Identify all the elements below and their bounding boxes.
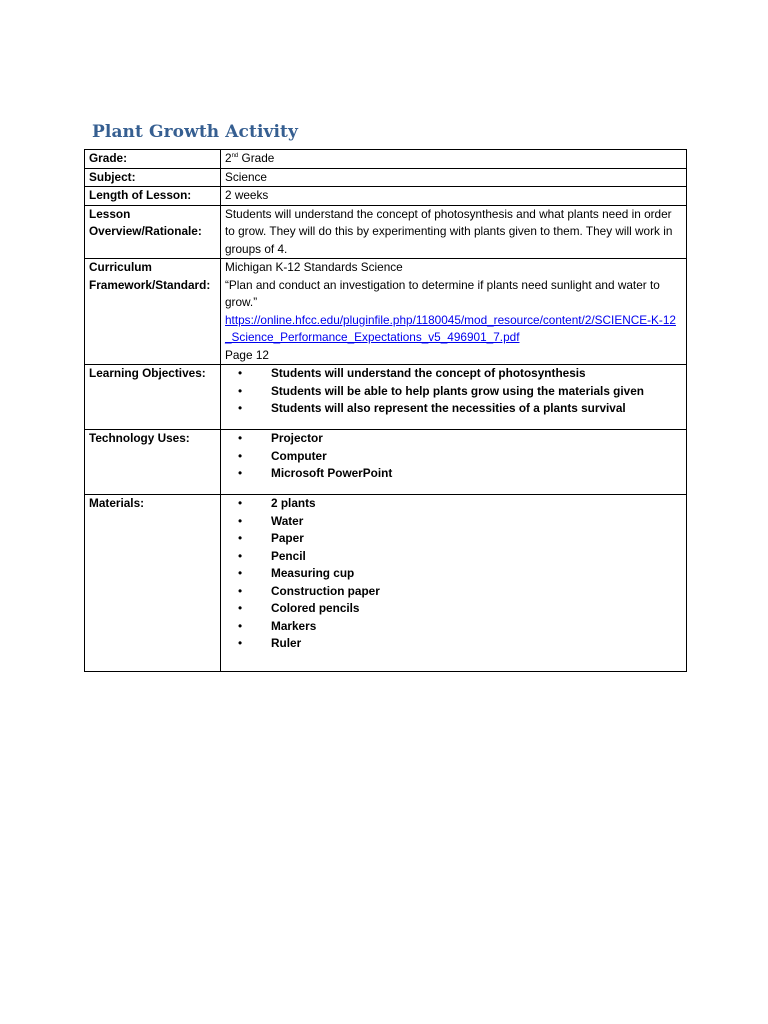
length-label: Length of Lesson: <box>85 187 221 206</box>
list-item: • Colored pencils <box>225 600 682 618</box>
overview-label: Lesson Overview/Rationale: <box>85 205 221 259</box>
table-row-curriculum <box>85 259 687 365</box>
table-row-grade <box>85 150 687 169</box>
list-item: • Construction paper <box>225 583 682 601</box>
list-item: • Computer <box>225 448 682 466</box>
curriculum-standard-quote: “Plan and conduct an investigation to determine if plants need sunlight and water to grow.” <box>225 277 660 309</box>
list-item: • Projector <box>225 430 682 448</box>
table-row-subject <box>85 168 687 187</box>
list-item: • Paper <box>225 530 682 548</box>
subject-label: Subject: <box>85 168 221 187</box>
list-item: • Measuring cup <box>225 565 682 583</box>
list-item: • Students will understand the concept of photosynthesis <box>225 365 682 383</box>
grade-word: Grade <box>238 151 275 165</box>
technology-value <box>221 430 687 495</box>
grade-suffix: nd <box>231 153 239 160</box>
list-item: • Pencil <box>225 548 682 566</box>
technology-label: Technology Uses: <box>85 430 221 495</box>
table-row-overview <box>85 205 687 259</box>
objectives-label: Learning Objectives: <box>85 365 221 430</box>
length-value: 2 weeks <box>221 187 687 206</box>
curriculum-standard-link[interactable]: https://online.hfcc.edu/pluginfile.php/1180045/mod_resource/content/2/SCIENCE-K-12_Science_Performance_Expectations_v5_496901_7.pdf <box>225 312 676 344</box>
grade-value <box>221 150 687 169</box>
grade-number: 2 <box>225 151 232 165</box>
list-item: • 2 plants <box>225 495 682 513</box>
objectives-value <box>221 365 687 430</box>
materials-value <box>221 495 687 672</box>
curriculum-page-number: Page 12 <box>225 347 269 362</box>
list-item: • Students will be able to help plants grow using the materials given <box>225 383 682 401</box>
table-row-length <box>85 187 687 206</box>
materials-list <box>225 495 682 653</box>
table-row-technology <box>85 430 687 495</box>
table-row-objectives <box>85 365 687 430</box>
overview-value: Students will understand the concept of photosynthesis and what plants need in order to grow. They will do this by experimenting with plants given to them. They will work in groups of 4. <box>221 205 687 259</box>
subject-value: Science <box>221 168 687 187</box>
objectives-list <box>225 365 682 418</box>
curriculum-standard-name: Michigan K-12 Standards Science <box>225 260 403 274</box>
list-item: • Markers <box>225 618 682 636</box>
list-item: • Students will also represent the necessities of a plants survival <box>225 400 682 418</box>
page-title: Plant Growth Activity <box>92 122 298 142</box>
list-item: • Microsoft PowerPoint <box>225 465 682 483</box>
list-item: • Water <box>225 513 682 531</box>
technology-list <box>225 430 682 483</box>
curriculum-label: Curriculum Framework/Standard: <box>85 259 221 365</box>
list-item: • Ruler <box>225 635 682 653</box>
materials-label: Materials: <box>85 495 221 672</box>
table-row-materials <box>85 495 687 672</box>
grade-label: Grade: <box>85 150 221 169</box>
curriculum-value <box>221 259 687 365</box>
lesson-plan-table <box>84 149 687 672</box>
